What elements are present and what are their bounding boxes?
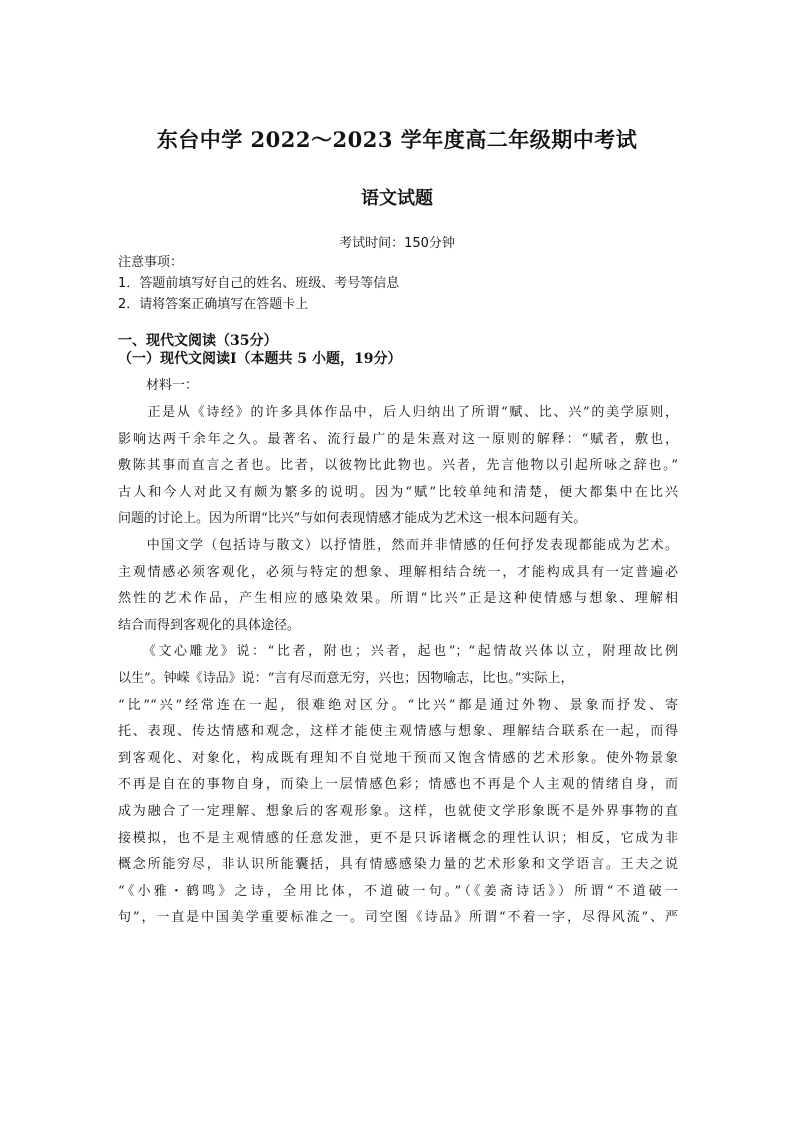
passage-line: 不再是自在的事物自身，而染上一层情感色彩；情感也不再是个人主观的情绪自身，而: [118, 777, 678, 793]
passage-line: 以生”。钟嵘《诗品》说：“言有尽而意无穷，兴也；因物喻志，比也。”实际上，: [118, 670, 574, 686]
passage-line: 正是从《诗经》的许多具体作品中，后人归纳出了所谓“赋、比、兴”的美学原则，: [118, 405, 678, 420]
passage-line: 《文心雕龙》说：“比者，附也；兴者，起也”；“起情故兴体以立，附理故比例: [118, 644, 678, 660]
passage-line: 中国文学（包括诗与散文）以抒情胜，然而并非情感的任何抒发表现都能成为艺术。: [118, 537, 678, 553]
passage-line: “《小雅・鹤鸣》之诗，全用比体，不道破一句。”（《姜斋诗话》）所谓“不道破一: [118, 883, 678, 899]
passage-line: 问题的讨论上。因为所谓“比兴”与如何表现情感才能成为艺术这一根本问题有关。: [118, 511, 587, 527]
passage-line: 概念所能穷尽，非认识所能囊括，具有情感感染力量的艺术形象和文学语言。王夫之说: [118, 857, 678, 873]
material-label: 材料一：: [146, 378, 199, 393]
passage-line: 托、表现、传达情感和观念，这样才能使主观情感与想象、理解结合联系在一起，而得: [118, 724, 678, 740]
passage-line: 影响达两千余年之久。最著名、流行最广的是朱熹对这一原则的解释：“赋者，敷也，: [118, 431, 678, 447]
passage-line: 敷陈其事而直言之者也。比者，以彼物比此物也。兴者，先言他物以引起所咏之辞也。”: [118, 458, 678, 474]
passage-line: “比”“兴”经常连在一起，很难绝对区分。“比兴”都是通过外物、景象而抒发、寄: [118, 697, 678, 713]
notes-item: 2．请将答案正确填写在答题卡上: [118, 297, 309, 312]
passage-text: [118, 400, 678, 932]
passage-line: 句”，一直是中国美学重要标准之一。司空图《诗品》所谓“不着一字，尽得风流”、严: [118, 910, 678, 926]
notes-heading: 注意事项：: [118, 255, 184, 270]
notes-block: [118, 252, 399, 315]
passage-line: 成为融合了一定理解、想象后的客观形象。这样，也就使文学形象既不是外界事物的直: [118, 803, 678, 819]
passage-line: 到客观化、对象化，构成既有理知不自觉地干预而又饱含情感的艺术形象。使外物景象: [118, 750, 678, 766]
passage-line: 主观情感必须客观化，必须与特定的想象、理解相结合统一，才能构成具有一定普遍必: [118, 564, 678, 580]
exam-subtitle: 语文试题: [361, 188, 433, 209]
exam-time: 考试时间：150分钟: [339, 236, 455, 251]
passage-line: 结合而得到客观化的具体途径。: [118, 617, 301, 633]
passage-line: 古人和今人对此又有颇为繁多的说明。因为“赋”比较单纯和清楚，便大都集中在比兴: [118, 484, 678, 500]
subsection-title: （一）现代文阅读Ⅰ（本题共 5 小题，19分）: [118, 351, 402, 367]
passage-line: 然性的艺术作品，产生相应的感染效果。所谓“比兴”正是这种使情感与想象、理解相: [118, 591, 678, 607]
section-title: 一、现代文阅读（35分）: [118, 333, 278, 349]
passage-line: 接模拟，也不是主观情感的任意发泄，更不是只诉诸概念的理性认识；相反，它成为非: [118, 830, 678, 846]
notes-item: 1．答题前填写好自己的姓名、班级、考号等信息: [118, 276, 400, 291]
exam-title: 东台中学 2022～2023 学年度高二年级期中考试: [156, 127, 638, 152]
